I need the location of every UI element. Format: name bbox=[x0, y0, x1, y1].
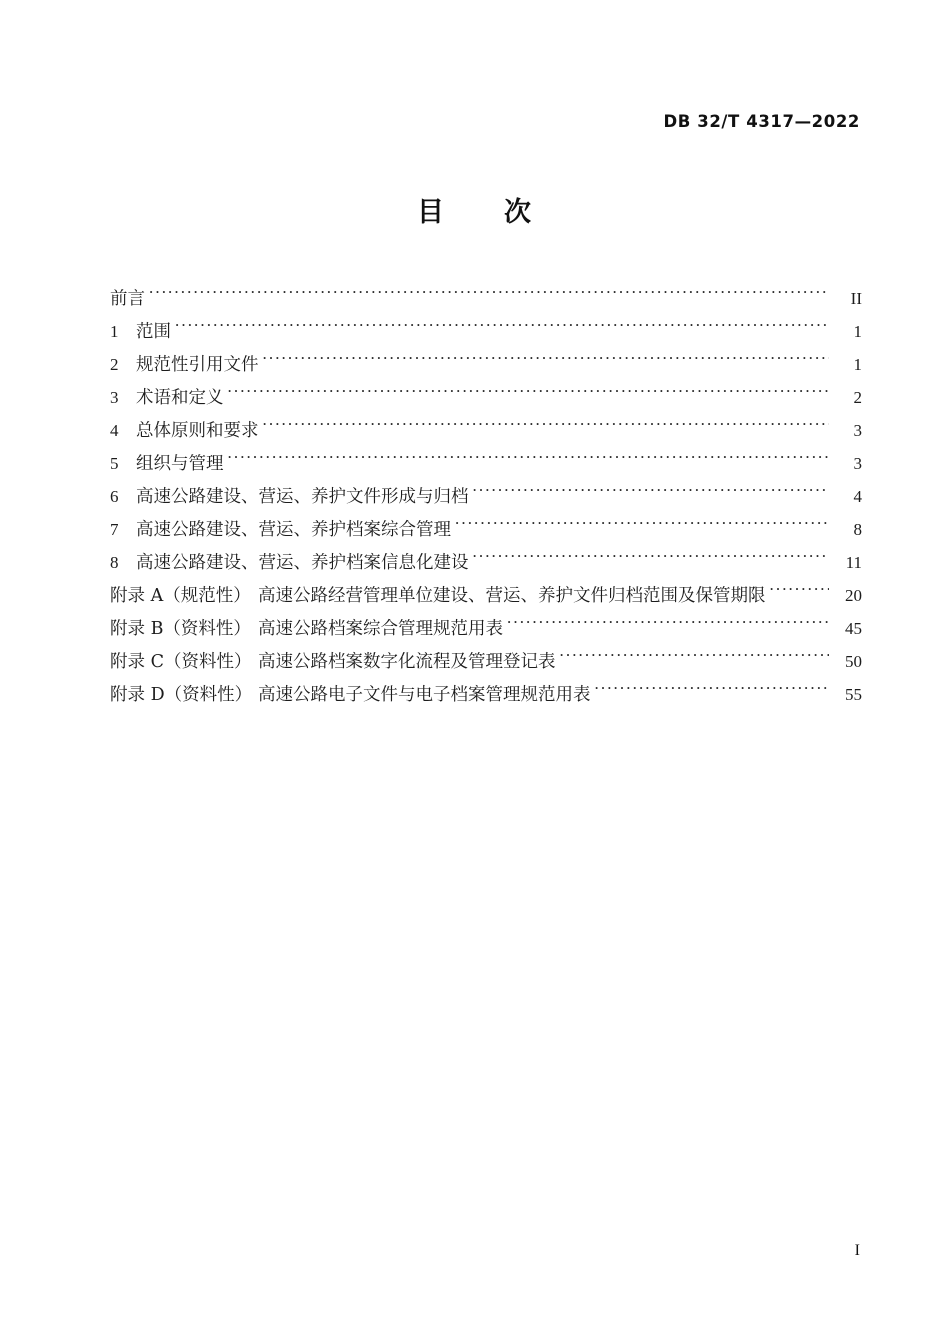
toc-entry-number: 4 bbox=[110, 421, 119, 440]
toc-entry-label: 总体原则和要求 bbox=[136, 421, 259, 441]
toc-entry-number: 3 bbox=[110, 388, 119, 407]
running-header-standard-id: DB 32/T 4317—2022 bbox=[663, 112, 860, 131]
toc-entry[interactable] bbox=[110, 282, 862, 315]
toc-entry-label: 术语和定义 bbox=[136, 388, 224, 408]
page-title: 目 次 bbox=[417, 197, 533, 228]
toc-entry-label: 高速公路建设、营运、养护档案综合管理 bbox=[136, 520, 451, 540]
toc-dot-leader bbox=[228, 452, 830, 470]
toc-entry[interactable] bbox=[110, 513, 862, 546]
toc-entry-page-number: 2 bbox=[853, 388, 862, 407]
toc-entry-label: 高速公路经营管理单位建设、营运、养护文件归档范围及保管期限 bbox=[258, 586, 766, 606]
toc-entry-page-number: II bbox=[850, 289, 862, 308]
toc-entry-page-number: 11 bbox=[845, 553, 862, 572]
toc-entry-label: 高速公路档案数字化流程及管理登记表 bbox=[258, 652, 556, 672]
toc-entry-number: 1 bbox=[110, 322, 119, 341]
toc-entry[interactable] bbox=[110, 645, 862, 678]
toc-entry-label: 范围 bbox=[136, 322, 171, 342]
toc-entry[interactable] bbox=[110, 480, 862, 513]
toc-dot-leader bbox=[770, 584, 830, 602]
toc-entry-label: 高速公路建设、营运、养护档案信息化建设 bbox=[136, 553, 469, 573]
toc-entry-label: 前言 bbox=[110, 289, 145, 309]
toc-entry-label: 高速公路电子文件与电子档案管理规范用表 bbox=[258, 685, 591, 705]
toc-entry[interactable] bbox=[110, 579, 862, 612]
toc-entry-page-number: 1 bbox=[853, 355, 862, 374]
toc-dot-leader bbox=[507, 617, 829, 635]
toc-entry-page-number: 8 bbox=[853, 520, 862, 539]
toc-entry-label: 高速公路建设、营运、养护文件形成与归档 bbox=[136, 487, 469, 507]
toc-entry-page-number: 50 bbox=[845, 652, 862, 671]
toc-entry-page-number: 20 bbox=[845, 586, 862, 605]
toc-entry-page-number: 1 bbox=[853, 322, 862, 341]
table-of-contents bbox=[110, 282, 862, 711]
toc-dot-leader bbox=[473, 485, 830, 503]
toc-entry[interactable] bbox=[110, 612, 862, 645]
toc-entry[interactable] bbox=[110, 348, 862, 381]
toc-entry-label: 高速公路档案综合管理规范用表 bbox=[258, 619, 503, 639]
toc-dot-leader bbox=[149, 287, 829, 305]
footer-page-number: I bbox=[854, 1242, 860, 1259]
toc-entry[interactable] bbox=[110, 546, 862, 579]
toc-dot-leader bbox=[228, 386, 830, 404]
toc-entry-number: 附录 B（资料性） bbox=[110, 619, 251, 639]
toc-dot-leader bbox=[560, 650, 830, 668]
toc-entry-page-number: 3 bbox=[853, 454, 862, 473]
toc-dot-leader bbox=[473, 551, 830, 569]
toc-dot-leader bbox=[263, 419, 830, 437]
toc-entry-page-number: 55 bbox=[845, 685, 862, 704]
toc-entry[interactable] bbox=[110, 447, 862, 480]
toc-entry-number: 附录 A（规范性） bbox=[110, 586, 251, 606]
toc-entry-page-number: 3 bbox=[853, 421, 862, 440]
toc-entry-number: 7 bbox=[110, 520, 119, 539]
toc-entry[interactable] bbox=[110, 678, 862, 711]
toc-entry-number: 附录 D（资料性） bbox=[110, 685, 253, 705]
toc-entry-number: 附录 C（资料性） bbox=[110, 652, 252, 672]
toc-entry[interactable] bbox=[110, 414, 862, 447]
toc-entry-number: 2 bbox=[110, 355, 119, 374]
toc-entry[interactable] bbox=[110, 315, 862, 348]
toc-dot-leader bbox=[595, 683, 830, 701]
toc-entry[interactable] bbox=[110, 381, 862, 414]
toc-dot-leader bbox=[455, 518, 829, 536]
toc-entry-label: 规范性引用文件 bbox=[136, 355, 259, 375]
toc-dot-leader bbox=[175, 320, 829, 338]
toc-entry-number: 6 bbox=[110, 487, 119, 506]
toc-entry-number: 5 bbox=[110, 454, 119, 473]
toc-entry-page-number: 45 bbox=[845, 619, 862, 638]
toc-dot-leader bbox=[263, 353, 830, 371]
toc-entry-page-number: 4 bbox=[853, 487, 862, 506]
toc-entry-number: 8 bbox=[110, 553, 119, 572]
toc-entry-label: 组织与管理 bbox=[136, 454, 224, 474]
